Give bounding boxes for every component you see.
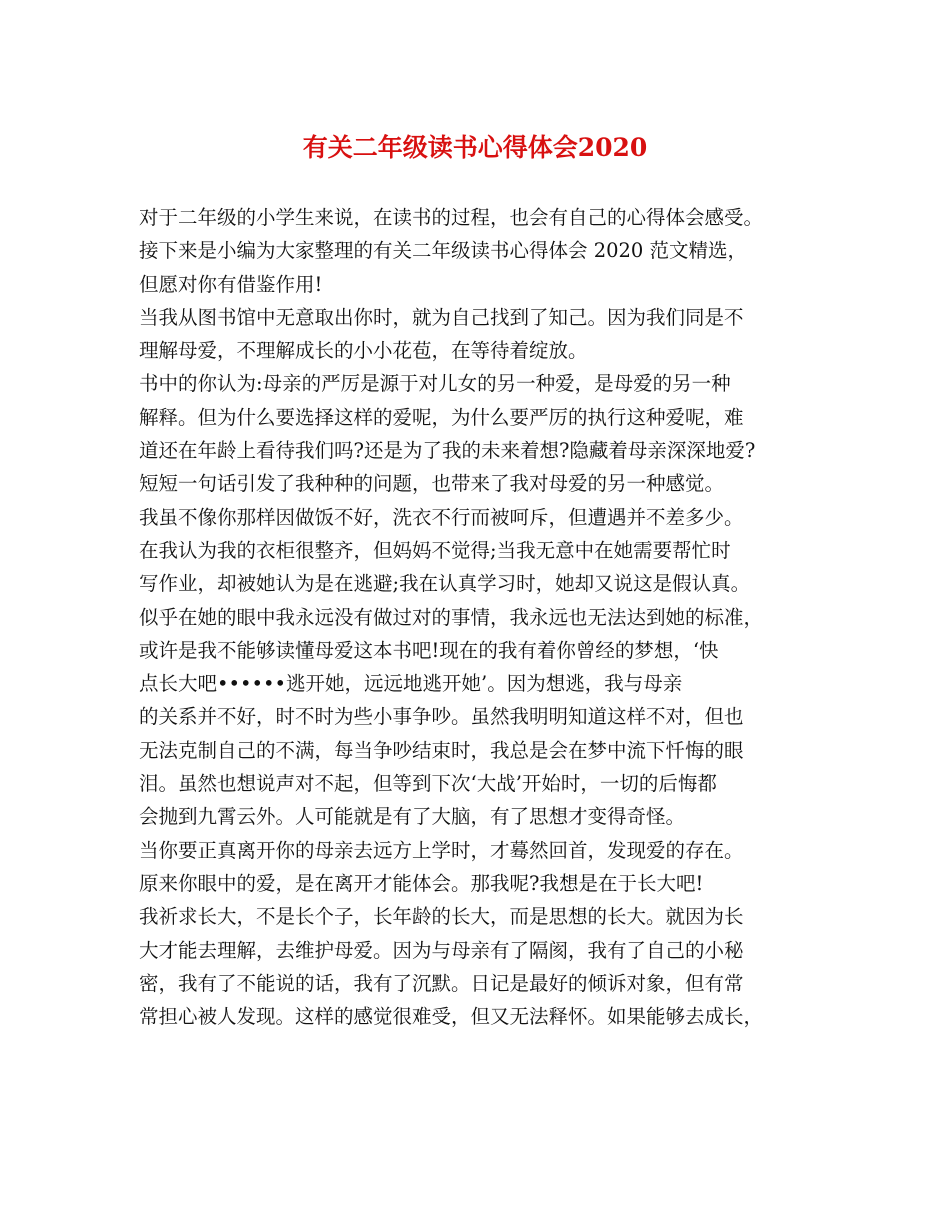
body-line: 道还在年龄上看待我们吗?还是为了我的未来着想?隐藏着母亲深深地爱? xyxy=(139,439,756,463)
body-line: 写作业，却被她认为是在逃避;我在认真学习时，她却又说这是假认真。 xyxy=(139,572,751,596)
body-line: 点长大吧••••••逃开她，远远地逃开她’。因为想逃，我与母亲 xyxy=(139,672,683,696)
body-line: 在我认为我的衣柜很整齐，但妈妈不觉得;当我无意中在她需要帮忙时 xyxy=(139,538,731,562)
body-line: 书中的你认为:母亲的严厉是源于对儿女的另一种爱，是母爱的另一种 xyxy=(139,372,731,396)
body-line: 常担心被人发现。这样的感觉很难受，但又无法释怀。如果能够去成长， xyxy=(139,1005,764,1029)
body-line: 我祈求长大，不是长个子，长年龄的长大，而是思想的长大。就因为长 xyxy=(139,905,744,929)
body-line: 当我从图书馆中无意取出你时，就为自己找到了知己。因为我们同是不 xyxy=(139,305,744,329)
body-line: 原来你眼中的爱，是在离开才能体会。那我呢?我想是在于长大吧! xyxy=(139,871,704,895)
body-line: 大才能去理解，去维护母爱。因为与母亲有了隔阂，我有了自己的小秘 xyxy=(139,938,744,962)
body-line: 短短一句话引发了我种种的问题，也带来了我对母爱的另一种感觉。 xyxy=(139,472,725,496)
body-line: 泪。虽然也想说声对不起，但等到下次‘大战’开始时，一切的后悔都 xyxy=(139,772,717,796)
body-line: 的关系并不好，时不时为些小事争吵。虽然我明明知道这样不对，但也 xyxy=(139,705,744,729)
body-line: 似乎在她的眼中我永远没有做过对的事情，我永远也无法达到她的标准， xyxy=(139,605,764,629)
body-line: 我虽不像你那样因做饭不好，洗衣不行而被呵斥，但遭遇并不差多少。 xyxy=(139,505,744,529)
body-line: 或许是我不能够读懂母爱这本书吧!现在的我有着你曾经的梦想，‘快 xyxy=(139,638,719,662)
body-line: 对于二年级的小学生来说，在读书的过程，也会有自己的心得体会感受。 xyxy=(139,206,764,229)
document-body xyxy=(139,201,829,1033)
body-line: 密，我有了不能说的话，我有了沉默。日记是最好的倾诉对象，但有常 xyxy=(139,971,744,995)
body-line: 会抛到九霄云外。人可能就是有了大脑，有了思想才变得奇怪。 xyxy=(139,805,686,829)
body-line: 解释。但为什么要选择这样的爱呢，为什么要严厉的执行这种爱呢，难 xyxy=(139,405,744,429)
body-line: 接下来是小编为大家整理的有关二年级读书心得体会 2020 范文精选， xyxy=(139,239,748,263)
body-line: 理解母爱，不理解成长的小小花苞，在等待着绽放。 xyxy=(139,339,588,363)
body-line: 无法克制自己的不满，每当争吵结束时，我总是会在梦中流下忏悔的眼 xyxy=(139,738,744,762)
body-line: 但愿对你有借鉴作用! xyxy=(139,272,323,296)
document-title: 有关二年级读书心得体会2020 xyxy=(302,133,648,162)
body-line: 当你要正真离开你的母亲去远方上学时，才蓦然回首，发现爱的存在。 xyxy=(139,838,744,862)
